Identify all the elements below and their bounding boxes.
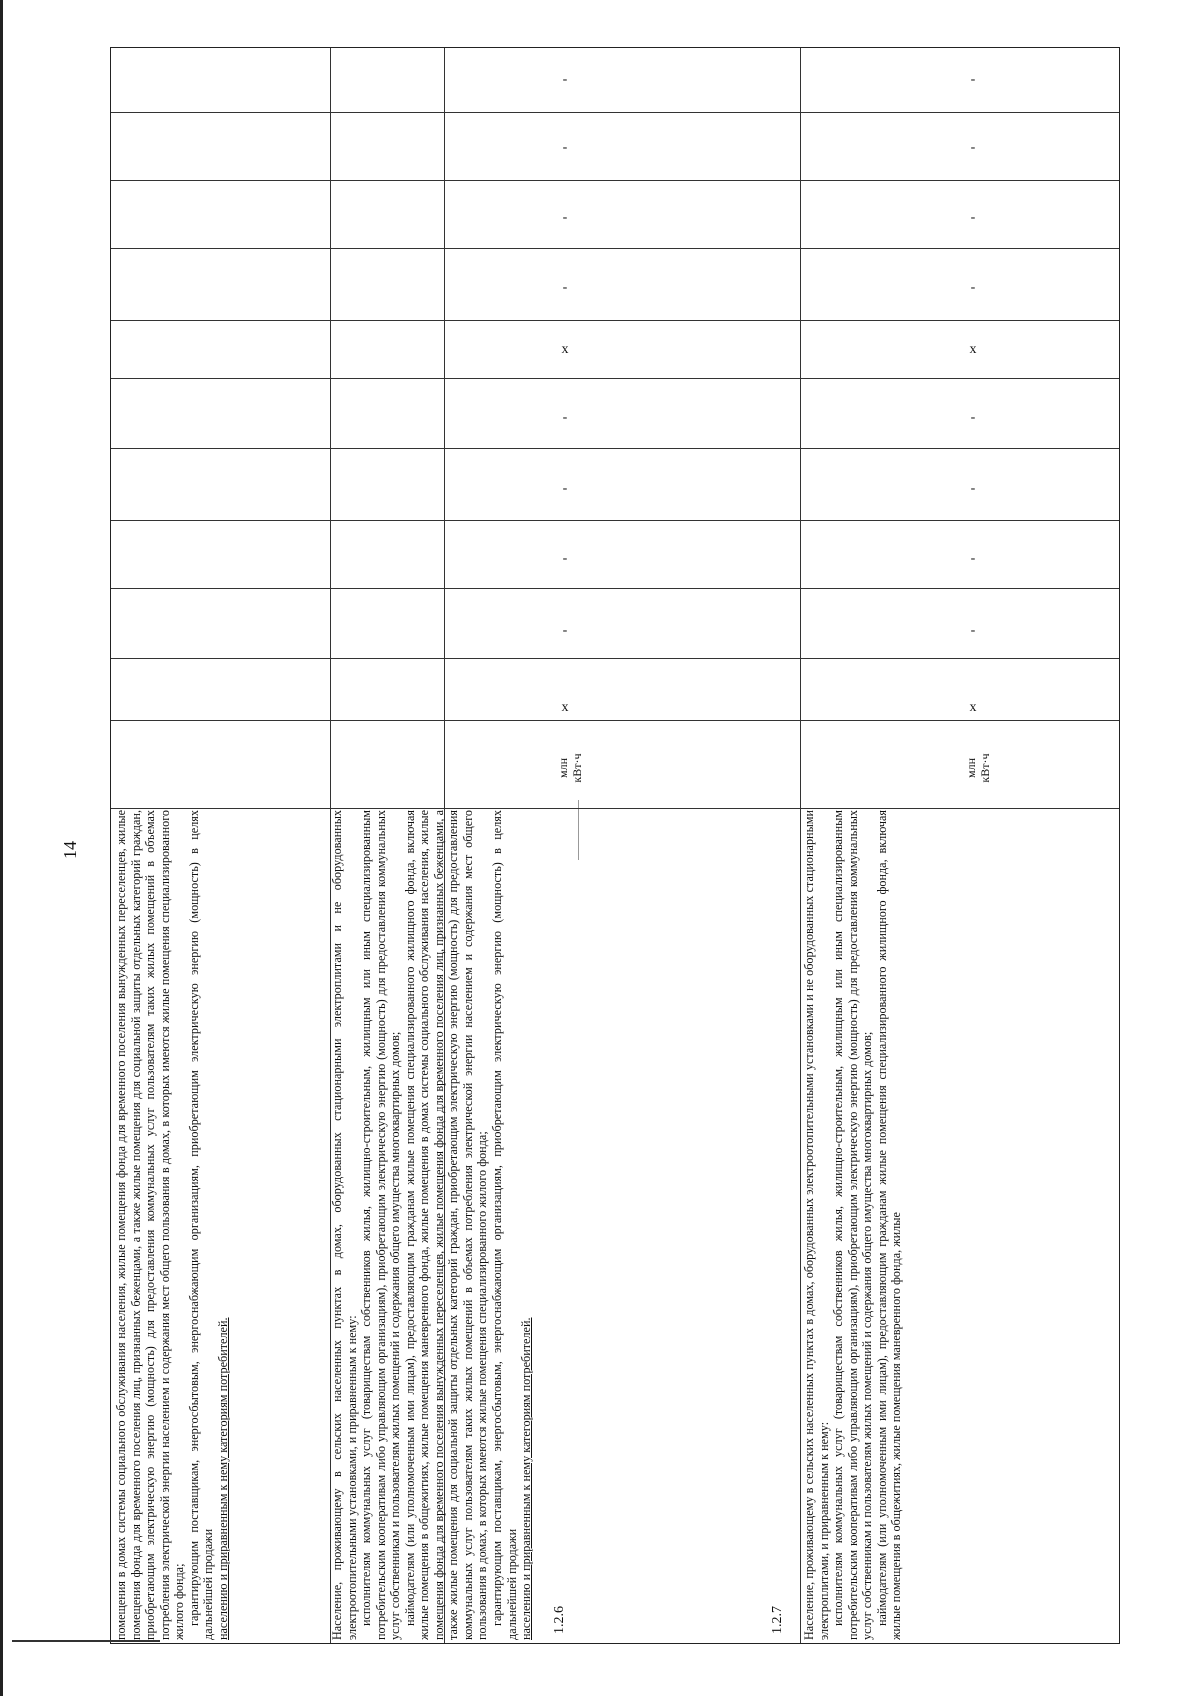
row-1-2-6-value: -	[562, 481, 568, 496]
row-divider	[111, 248, 1119, 249]
row-number-1-2-7: 1.2.7	[770, 1606, 785, 1634]
row-1-2-7-value: -	[970, 623, 976, 638]
row-divider	[111, 808, 1119, 809]
row-divider	[111, 658, 1119, 659]
row-1-2-6-value: -	[562, 280, 568, 295]
row-1-2-7-value: -	[970, 140, 976, 155]
row-1-2-7-value: -	[970, 551, 976, 566]
row-1-2-6-value: -	[562, 210, 568, 225]
row-divider	[111, 378, 1119, 379]
row-divider	[111, 180, 1119, 181]
row-1-2-6-value: -	[562, 410, 568, 425]
col-divider	[800, 48, 801, 1643]
row-divider	[111, 320, 1119, 321]
row-1-2-7-value: х	[969, 342, 977, 357]
row-1-2-6-value: -	[562, 623, 568, 638]
row-1-2-7-value: -	[970, 481, 976, 496]
row-1-2-7-description: Население, проживающему в сельских населенных пунктах в домах, оборудованных электроотопительными установками и не оборудованных стационарными электроплитами, и приравненным к нему: исполнителям коммунальных услуг (товариществам собственников жилья, жилищно-строительным, жилищным или иным специализированным потребительским кооперативам либо управляющим организациям), приобретающим электрическую энергию (мощность) для предоставления коммунальных услуг собственникам и пользователям жилых помещений и содержания общего имущества многоквартирных домов; наймодателям (или уполномоченным ими лицам), предоставляющим гражданам жилые помещения специализированного жилищного фонда, включая жилые помещения в общежитиях, жилые помещения маневренного фонда, жилые	[802, 810, 904, 1640]
footnote-rule	[12, 1640, 160, 1642]
row-continuation-text: помещения в домах системы социального обслуживания населения, жилые помещения фонда для временного поселения вынужденных переселенцев, жилые помещения фонда для временного поселения лиц, признанных беженцами, а также жилые помещения для социальной защиты отдельных категорий граждан, приобретающим электрическую энергию (мощность) для предоставления коммунальных услуг пользователям таких жилых помещений в объемах потребления электрической энергии населением и содержания мест общего пользования в домах, в которых имеются жилые помещения специализированного жилого фонда; гарантирующим поставщикам, энергосбытовым, энергоснабжающим организациям, приобретающим электрическую энергию (мощность) в целях дальнейшей продажи населению и приравненным к нему категориям потребителей.	[114, 810, 230, 1640]
row-1-2-6-value: х	[561, 342, 569, 357]
row-1-2-7-value: -	[970, 210, 976, 225]
row-divider	[111, 448, 1119, 449]
row-divider	[111, 520, 1119, 521]
page-number: 14	[60, 841, 80, 859]
row-divider	[111, 588, 1119, 589]
row-1-2-7-value: х	[969, 700, 977, 715]
row-divider	[111, 720, 1119, 721]
scan-edge	[0, 0, 3, 1696]
row-1-2-7-value: -	[970, 410, 976, 425]
row-1-2-6-value: -	[562, 551, 568, 566]
row-1-2-6-value: х	[561, 700, 569, 715]
row-1-2-6-description: Население, проживающему в сельских населенных пунктах в домах, оборудованных стационарными электроплитами и не оборудованных электроотопительными установками, и приравненным к нему: исполнителям коммунальных услуг (товариществам собственников жилья, жилищно-строительным, жилищным или иным специализированным потребительским кооперативам либо управляющим организациям), приобретающим электрическую энергию (мощность) для предоставления коммунальных услуг собственникам и пользователям жилых помещений и содержания общего имущества многоквартирных домов; наймодателям (или уполномоченным ими лицам), предоставляющим гражданам жилые помещения специализированного жилищного фонда, включая жилые помещения в общежитиях, жилые помещения маневренного фонда, жилые помещения в домах системы социального обслуживания населения, жилые помещения фонда для временного поселения вынужденных переселенцев, жилые помещения фонда для временного поселения лиц, признанных беженцами, а также жилые помещения для социальной защиты отдельных категорий граждан, приобретающим электрическую энергию (мощность) для предоставления коммунальных услуг пользователям таких жилых помещений в объемах потребления электрической энергии населением и содержания мест общего пользования в домах, в которых имеются жилые помещения специализированного жилого фонда; гарантирующим поставщикам, энергосбытовым, энергоснабжающим организациям, приобретающим электрическую энергию (мощность) в целях дальнейшей продажи населению и приравненным к нему категориям потребителей.	[330, 810, 534, 1640]
row-1-2-7-value: -	[970, 280, 976, 295]
row-1-2-6-unit: млн кВт·ч	[556, 753, 584, 783]
row-1-2-6-value: -	[562, 140, 568, 155]
row-divider	[111, 112, 1119, 113]
row-1-2-7-value: -	[970, 72, 976, 87]
row-1-2-7-unit: млн кВт·ч	[964, 753, 992, 783]
row-number-1-2-6: 1.2.6	[552, 1606, 567, 1634]
row-1-2-6-value: -	[562, 72, 568, 87]
